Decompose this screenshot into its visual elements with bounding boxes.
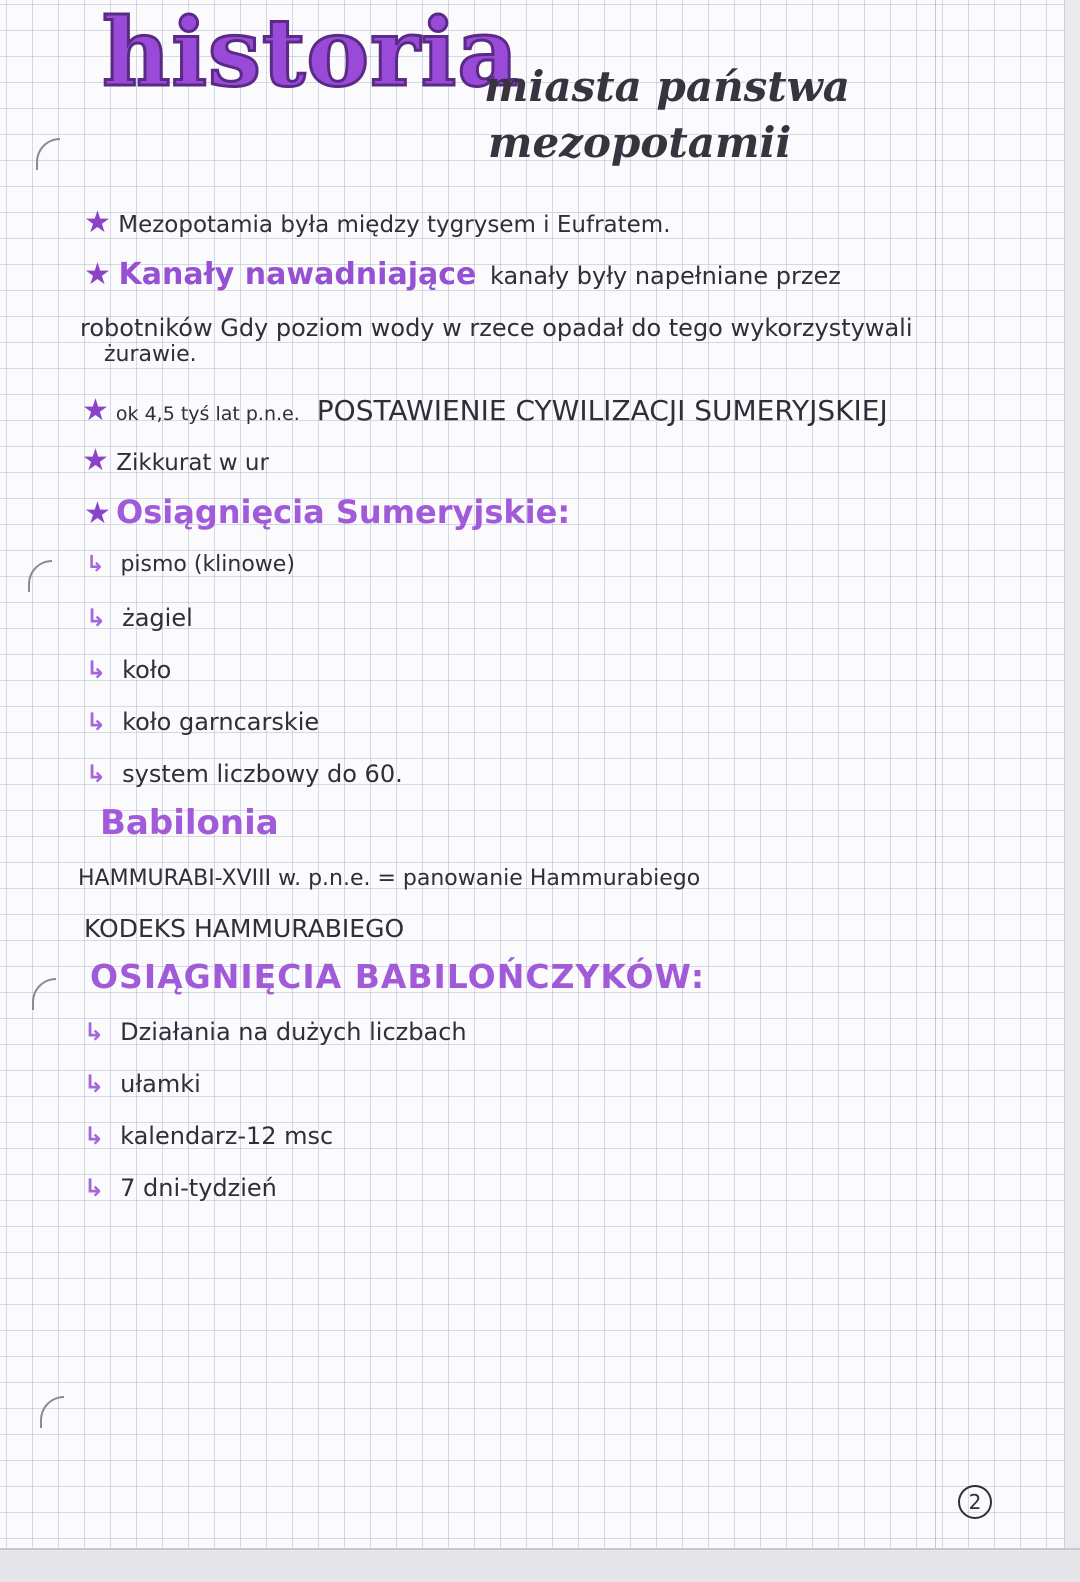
list-item [84,1176,277,1200]
note-key-term: Kanały nawadniające [118,257,477,292]
page-bottom-edge [0,1548,1080,1582]
list-item-text: koło garncarskie [122,708,320,736]
note-date: ok 4,5 tyś lat p.n.e. [115,403,300,425]
list-item [86,710,319,734]
note-text: Zikkurat w ur [116,450,269,476]
note-text: kanały były napełniane przez [490,262,841,290]
star-icon: ★ [84,205,111,240]
page-title: historia [102,0,520,108]
list-item-text: koło [122,656,172,684]
note-line: robotników Gdy poziom wody w rzece opadał do tego wykorzystywali [80,314,913,342]
page-number: 2 [958,1485,992,1519]
arrow-icon: ↳ [84,1174,105,1202]
babilonia-heading: Babilonia [100,803,279,843]
binder-hole-mark [36,138,60,170]
margin-line [935,0,936,1582]
list-item [86,554,295,576]
note-line: HAMMURABI-XVIII w. p.n.e. = panowanie Hammurabiego [78,866,701,891]
note-line [84,257,841,292]
section-heading-sumer [84,493,571,531]
list-item-text: kalendarz-12 msc [120,1122,334,1150]
list-item-text: pismo (klinowe) [120,552,295,577]
note-line [84,205,671,240]
binder-hole-mark [28,560,52,592]
arrow-icon: ↳ [86,552,105,577]
sumer-heading: Osiągnięcia Sumeryjskie: [116,493,571,531]
arrow-icon: ↳ [86,708,107,736]
list-item [86,658,171,682]
page-right-edge [1064,0,1080,1582]
note-text: Mezopotamia była między tygrysem i Eufratem. [118,212,671,238]
list-item [84,1020,467,1044]
list-item [86,606,193,630]
page-subtitle-line1: miasta państwa [484,62,851,111]
arrow-icon: ↳ [86,760,107,788]
list-item-text: system liczbowy do 60. [122,760,403,788]
binder-hole-mark [40,1396,64,1428]
binder-hole-mark [32,978,56,1010]
list-item-text: ułamki [120,1070,201,1098]
note-line [82,393,888,428]
star-icon: ★ [82,443,109,478]
arrow-icon: ↳ [86,656,107,684]
note-line: żurawie. [104,342,197,367]
arrow-icon: ↳ [84,1018,105,1046]
star-icon: ★ [82,393,109,428]
note-key-term: POSTAWIENIE CYWILIZACJI SUMERYJSKIEJ [316,394,888,427]
arrow-icon: ↳ [86,604,107,632]
arrow-icon: ↳ [84,1122,105,1150]
list-item [86,762,403,786]
star-icon: ★ [84,496,111,531]
babilon-achievements-heading: OSIĄGNIĘCIA BABILOŃCZYKÓW: [90,957,706,996]
note-line: KODEKS HAMMURABIEGO [84,914,405,943]
star-icon: ★ [84,257,111,292]
list-item-text: 7 dni-tydzień [120,1174,277,1202]
arrow-icon: ↳ [84,1070,105,1098]
list-item-text: żagiel [122,604,193,632]
note-line [82,443,269,478]
list-item [84,1124,333,1148]
list-item-text: Działania na dużych liczbach [120,1018,467,1046]
page-subtitle-line2: mezopotamii [488,118,792,167]
list-item [84,1072,201,1096]
